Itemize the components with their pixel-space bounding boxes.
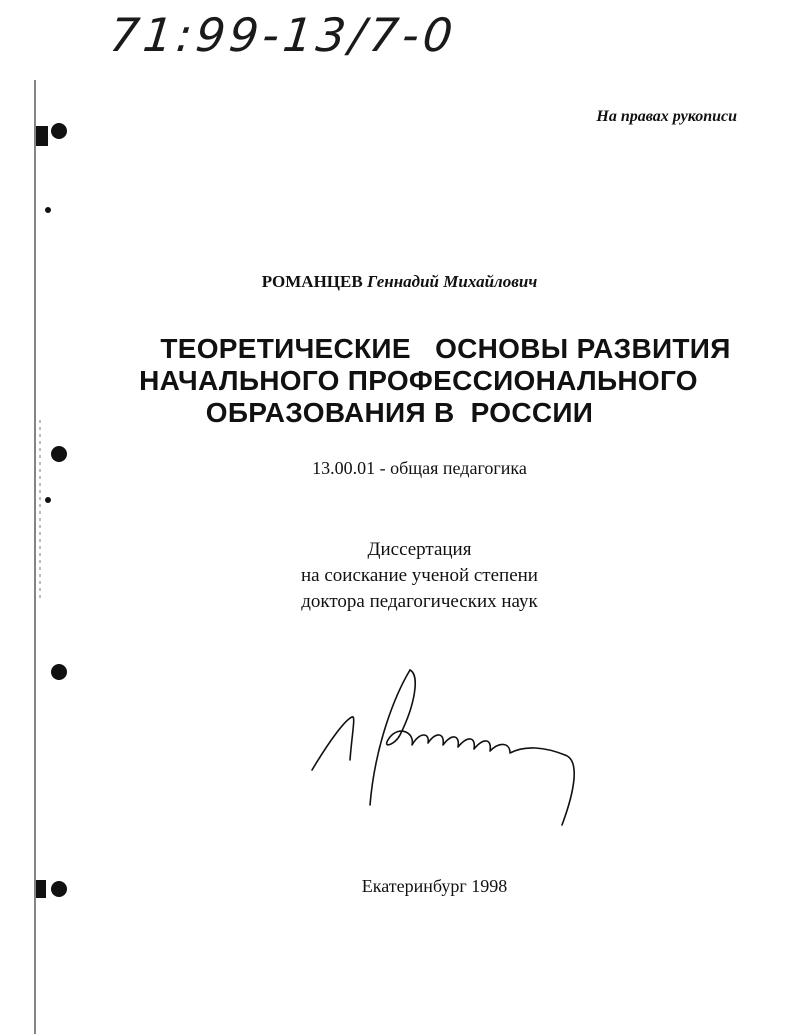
signature bbox=[300, 665, 590, 835]
author-given-names: Геннадий Михайлович bbox=[366, 272, 538, 291]
author-line bbox=[0, 272, 799, 292]
author-surname: РОМАНЦЕВ bbox=[261, 272, 363, 291]
title-line-2: НАЧАЛЬНОГО ПРОФЕССИОНАЛЬНОГО bbox=[139, 365, 698, 396]
binding-hole-1 bbox=[51, 123, 67, 139]
city-year: Екатеринбург 1998 bbox=[361, 876, 508, 896]
handwritten-archive-number: 71:99-13/7-0 bbox=[107, 8, 460, 62]
specialty-code: 13.00.01 - общая педагогика bbox=[312, 458, 527, 478]
title-line-3: ОБРАЗОВАНИЯ В РОССИИ bbox=[205, 397, 594, 428]
dissertation-degree-block bbox=[0, 537, 799, 615]
binding-hole-3 bbox=[51, 664, 67, 680]
binding-dot-1 bbox=[45, 207, 51, 213]
degree-line-2: на соискание ученой степени bbox=[301, 565, 538, 586]
binding-clip-1 bbox=[36, 126, 48, 146]
binding-dot-2 bbox=[45, 497, 51, 503]
dissertation-title bbox=[0, 333, 799, 429]
manuscript-note: На правах рукописи bbox=[596, 108, 737, 125]
degree-line-1: Диссертация bbox=[367, 539, 472, 560]
degree-line-3: доктора педагогических наук bbox=[301, 591, 538, 612]
title-line-1: ТЕОРЕТИЧЕСКИЕ ОСНОВЫ РАЗВИТИЯ bbox=[160, 333, 731, 364]
